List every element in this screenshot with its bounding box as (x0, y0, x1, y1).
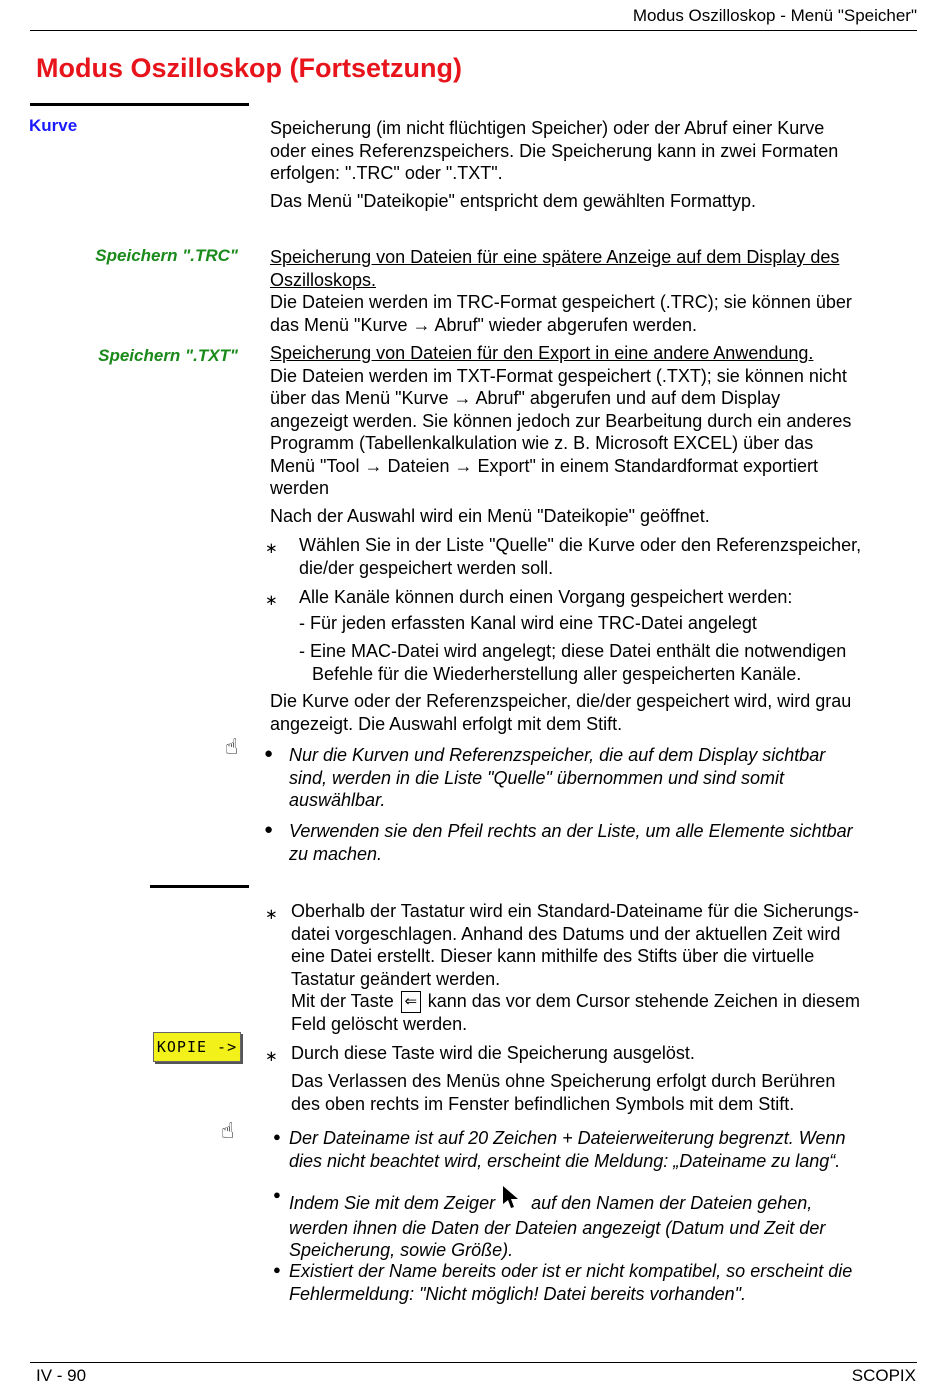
note-visible-curves (289, 744, 909, 812)
kurve-intro (270, 117, 910, 185)
text-line: das Menü "Kurve → Abruf" wieder abgerufen werden. (270, 314, 698, 335)
txt-dash1: - Für jeden erfassten Kanal wird eine TRC-Datei angelegt (299, 613, 757, 633)
text-line: Oberhalb der Tastatur wird ein Standard-Dateiname für die Sicherungs- (291, 901, 859, 921)
running-head: Modus Oszilloskop - Menü "Speicher" (632, 6, 917, 25)
text-line: Die Kurve oder der Referenzspeicher, die/der gespeichert wird, wird grau (270, 691, 852, 711)
text-line: werden ihnen die Daten der Dateien angezeigt (Datum und Zeit der (289, 1217, 826, 1238)
bullet-icon: ● (273, 1262, 281, 1277)
bullet-icon: ● (264, 821, 274, 838)
text-line: Menü "Tool → Dateien → Export" in einem Standardformat exportiert (270, 455, 819, 476)
mouse-pointer-icon (500, 1185, 526, 1217)
text-line: Der Dateiname ist auf 20 Zeichen + Dateierweiterung begrenzt. Wenn (289, 1128, 846, 1148)
text-line: Die Dateien werden im TXT-Format gespeichert (.TXT); sie können nicht (270, 365, 847, 386)
backspace-key-icon: ⇐ (401, 991, 421, 1013)
text-line: Tastatur geändert werden. (291, 968, 501, 989)
note-arrow (289, 820, 909, 865)
text-line: Wählen Sie in der Liste "Quelle" die Kurve oder den Referenzspeicher, (299, 535, 862, 555)
text-line: Speicherung von Dateien für eine spätere Anzeige auf dem Display des (270, 247, 840, 267)
text-line: Nur die Kurven und Referenzspeicher, die auf dem Display sichtbar (289, 745, 826, 765)
speichern-txt-label: Speichern ".TXT" (98, 346, 238, 365)
txt-star2: Alle Kanäle können durch einen Vorgang gespeichert werden: (299, 587, 793, 607)
note-filename-length (289, 1127, 909, 1172)
txt-description (270, 342, 910, 500)
text-line: Oszilloskops. (270, 269, 377, 290)
text-line: eine Datei erstellt. Dieser kann mithilfe des Stifts über die virtuelle (291, 946, 815, 966)
text-line: Mit der Taste ⇐ kann das vor dem Cursor stehende Zeichen in diesem (291, 990, 911, 1013)
note-pointer (289, 1185, 909, 1262)
text-line: des oben rechts im Fenster befindlichen Symbols mit dem Stift. (291, 1093, 795, 1114)
txt-star1 (299, 534, 909, 579)
speichern-trc-label: Speichern ".TRC" (95, 246, 238, 265)
kurve-label: Kurve (29, 116, 78, 135)
text-line: Speicherung, sowie Größe). (289, 1240, 514, 1260)
filename-suggestion (291, 900, 911, 1036)
text-line: Speicherung (im nicht flüchtigen Speicher) oder der Abruf einer Kurve (270, 118, 825, 138)
kopie-description: Durch diese Taste wird die Speicherung ausgelöst. (291, 1043, 695, 1063)
text-line: - Eine MAC-Datei wird angelegt; diese Datei enthält die notwendigen (299, 641, 847, 661)
product-name: SCOPIX (851, 1366, 916, 1385)
star-bullet-icon: ∗ (265, 1048, 278, 1065)
text-line: Das Verlassen des Menüs ohne Speicherung erfolgt durch Berühren (291, 1071, 836, 1091)
trc-description (270, 246, 910, 336)
text-line: sind, werden in die Liste "Quelle" übernommen und sind somit (289, 767, 785, 788)
text-line: zu machen. (289, 843, 383, 864)
note-name-exists (289, 1260, 909, 1305)
text-line: die/der gespeichert werden soll. (299, 557, 554, 578)
text-line: Indem Sie mit dem Zeiger auf den Namen der Dateien gehen, (289, 1185, 909, 1217)
kurve-format-note: Das Menü "Dateikopie" entspricht dem gewählten Formattyp. (270, 191, 757, 211)
text-line: oder eines Referenzspeichers. Die Speicherung kann in zwei Formaten (270, 140, 839, 161)
bullet-icon: ● (264, 745, 274, 762)
txt-grey-note (270, 690, 910, 735)
page-title: Modus Oszilloskop (Fortsetzung) (36, 53, 462, 83)
page-number: IV - 90 (36, 1366, 87, 1385)
text-line: Fehlermeldung: "Nicht möglich! Datei bereits vorhanden". (289, 1283, 747, 1304)
text-line: Feld gelöscht werden. (291, 1014, 468, 1035)
text-line: dies nicht beachtet wird, erscheint die Meldung: „Dateiname zu lang“. (289, 1150, 841, 1171)
header-rule (30, 30, 917, 31)
star-bullet-icon: ∗ (265, 540, 278, 557)
pointing-hand-icon: ☝ (225, 734, 239, 759)
txt-after: Nach der Auswahl wird ein Menü "Dateikopie" geöffnet. (270, 506, 710, 526)
text-line: werden (270, 478, 330, 498)
footer-rule (30, 1362, 917, 1363)
text-line: über das Menü "Kurve → Abruf" abgerufen und auf dem Display (270, 388, 781, 408)
text-line: erfolgen: ".TRC" oder ".TXT". (270, 163, 503, 183)
leave-menu-note (291, 1070, 911, 1115)
kopie-button[interactable]: KOPIE -> (153, 1032, 241, 1062)
bullet-icon: ● (273, 1129, 281, 1144)
text-line: angezeigt werden. Sie können jedoch zur Bearbeitung durch ein anderes (270, 410, 852, 431)
text-line: Befehle für die Wiederherstellung aller gespeicherten Kanäle. (312, 663, 802, 684)
txt-dash2 (299, 640, 909, 685)
text-line: Programm (Tabellenkalkulation wie z. B. Microsoft EXCEL) über das (270, 433, 814, 453)
star-bullet-icon: ∗ (265, 906, 278, 923)
section-rule (150, 885, 249, 888)
pointing-hand-icon: ☝ (221, 1118, 235, 1143)
text-line: Die Dateien werden im TRC-Format gespeichert (.TRC); sie können über (270, 292, 852, 312)
text-line: datei vorgeschlagen. Anhand des Datums und der aktuellen Zeit wird (291, 923, 841, 944)
star-bullet-icon: ∗ (265, 592, 278, 609)
section-rule (30, 103, 249, 106)
text-line: Existiert der Name bereits oder ist er nicht kompatibel, so erscheint die (289, 1261, 853, 1281)
text-line: Speicherung von Dateien für den Export in eine andere Anwendung. (270, 343, 814, 363)
text-line: Verwenden sie den Pfeil rechts an der Liste, um alle Elemente sichtbar (289, 821, 853, 841)
text-line: angezeigt. Die Auswahl erfolgt mit dem Stift. (270, 713, 623, 734)
bullet-icon: ● (273, 1187, 281, 1202)
text-line: auswählbar. (289, 790, 386, 810)
